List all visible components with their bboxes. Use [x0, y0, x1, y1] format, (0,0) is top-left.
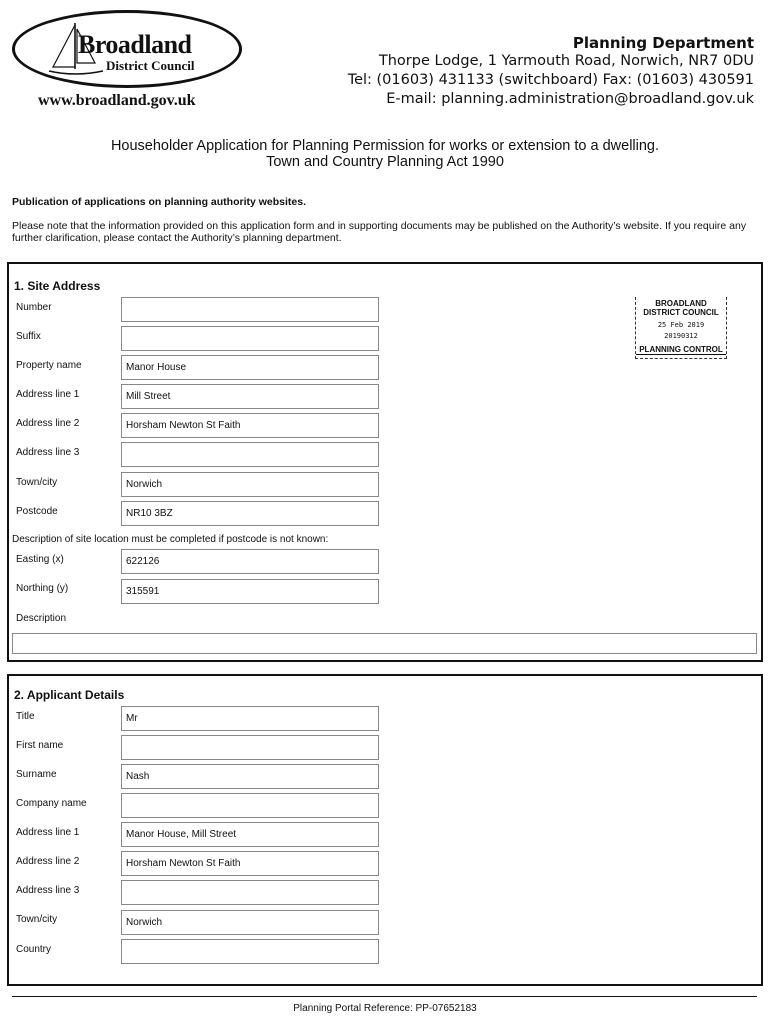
address-line2-field[interactable]: Horsham Newton St Faith — [121, 413, 379, 438]
applicant-town-label: Town/city — [16, 914, 58, 925]
northing-label: Northing (y) — [16, 583, 69, 594]
form-subtitle: Town and Country Planning Act 1990 — [266, 154, 504, 170]
logo-subtitle: District Council — [106, 58, 195, 73]
dept-title: Planning Department — [572, 34, 754, 52]
suffix-field[interactable] — [121, 326, 379, 351]
received-stamp — [635, 297, 727, 359]
postcode-label: Postcode — [16, 506, 58, 517]
first-name-label: First name — [16, 740, 64, 751]
company-field[interactable] — [121, 793, 379, 818]
description-field[interactable] — [12, 633, 757, 654]
applicant-town-field[interactable]: Norwich — [121, 910, 379, 935]
applicant-address-line1-field[interactable]: Manor House, Mill Street — [121, 822, 379, 847]
country-field[interactable] — [121, 939, 379, 964]
stamp-line2: DISTRICT COUNCIL — [643, 308, 719, 317]
stamp-line1: BROADLAND — [655, 299, 707, 308]
number-field[interactable] — [121, 297, 379, 322]
location-note: Description of site location must be completed if postcode is not known: — [12, 534, 329, 545]
company-label: Company name — [16, 798, 87, 809]
address-line1-label: Address line 1 — [16, 389, 80, 400]
applicant-address-line3-field[interactable] — [121, 880, 379, 905]
country-label: Country — [16, 944, 52, 955]
surname-field[interactable]: Nash — [121, 764, 379, 789]
address-line3-field[interactable] — [121, 442, 379, 467]
applicant-address-line2-label: Address line 2 — [16, 856, 80, 867]
address-line3-label: Address line 3 — [16, 447, 80, 458]
postcode-field[interactable]: NR10 3BZ — [121, 501, 379, 526]
town-field[interactable]: Norwich — [121, 472, 379, 497]
town-label: Town/city — [16, 477, 58, 488]
easting-field[interactable]: 622126 — [121, 549, 379, 574]
logo-name: Broadland — [78, 30, 192, 59]
title-field[interactable]: Mr — [121, 706, 379, 731]
footer-divider — [12, 996, 757, 997]
applicant-address-line3-label: Address line 3 — [16, 885, 80, 896]
site-address-heading: 1. Site Address — [14, 279, 101, 293]
dept-email[interactable]: E-mail: planning.administration@broadland.gov.uk — [386, 91, 754, 107]
description-label: Description — [16, 613, 67, 624]
form-title: Householder Application for Planning Permission for works or extension to a dwelling. — [110, 138, 660, 154]
title-label: Title — [16, 711, 35, 722]
easting-label: Easting (x) — [16, 554, 64, 565]
portal-reference: Planning Portal Reference: PP-07652183 — [293, 1003, 477, 1014]
surname-label: Surname — [16, 769, 57, 780]
applicant-address-line2-field[interactable]: Horsham Newton St Faith — [121, 851, 379, 876]
dept-address: Thorpe Lodge, 1 Yarmouth Road, Norwich, NR7 0DU — [378, 53, 754, 69]
property-name-field[interactable]: Manor House — [121, 355, 379, 380]
address-line1-field[interactable]: Mill Street — [121, 384, 379, 409]
stamp-ref: 20190312 — [664, 332, 698, 340]
applicant-address-line1-label: Address line 1 — [16, 827, 80, 838]
website-link[interactable]: www.broadland.gov.uk — [38, 92, 196, 109]
stamp-footer: PLANNING CONTROL — [636, 345, 726, 355]
dept-tel: Tel: (01603) 431133 (switchboard) Fax: (01603) 430591 — [347, 72, 754, 88]
publication-heading: Publication of applications on planning authority websites. — [12, 196, 307, 208]
number-label: Number — [16, 302, 52, 313]
address-line2-label: Address line 2 — [16, 418, 80, 429]
first-name-field[interactable] — [121, 735, 379, 760]
stamp-date: 25 Feb 2019 — [657, 321, 705, 329]
suffix-label: Suffix — [16, 331, 41, 342]
property-name-label: Property name — [16, 360, 82, 371]
northing-field[interactable]: 315591 — [121, 579, 379, 604]
applicant-heading: 2. Applicant Details — [14, 688, 125, 702]
publication-text: Please note that the information provided on this application form and in supporting documents may be published on the Authority’s website. If you require any further clarification, please contact the Authority’s planning department. — [12, 220, 747, 244]
